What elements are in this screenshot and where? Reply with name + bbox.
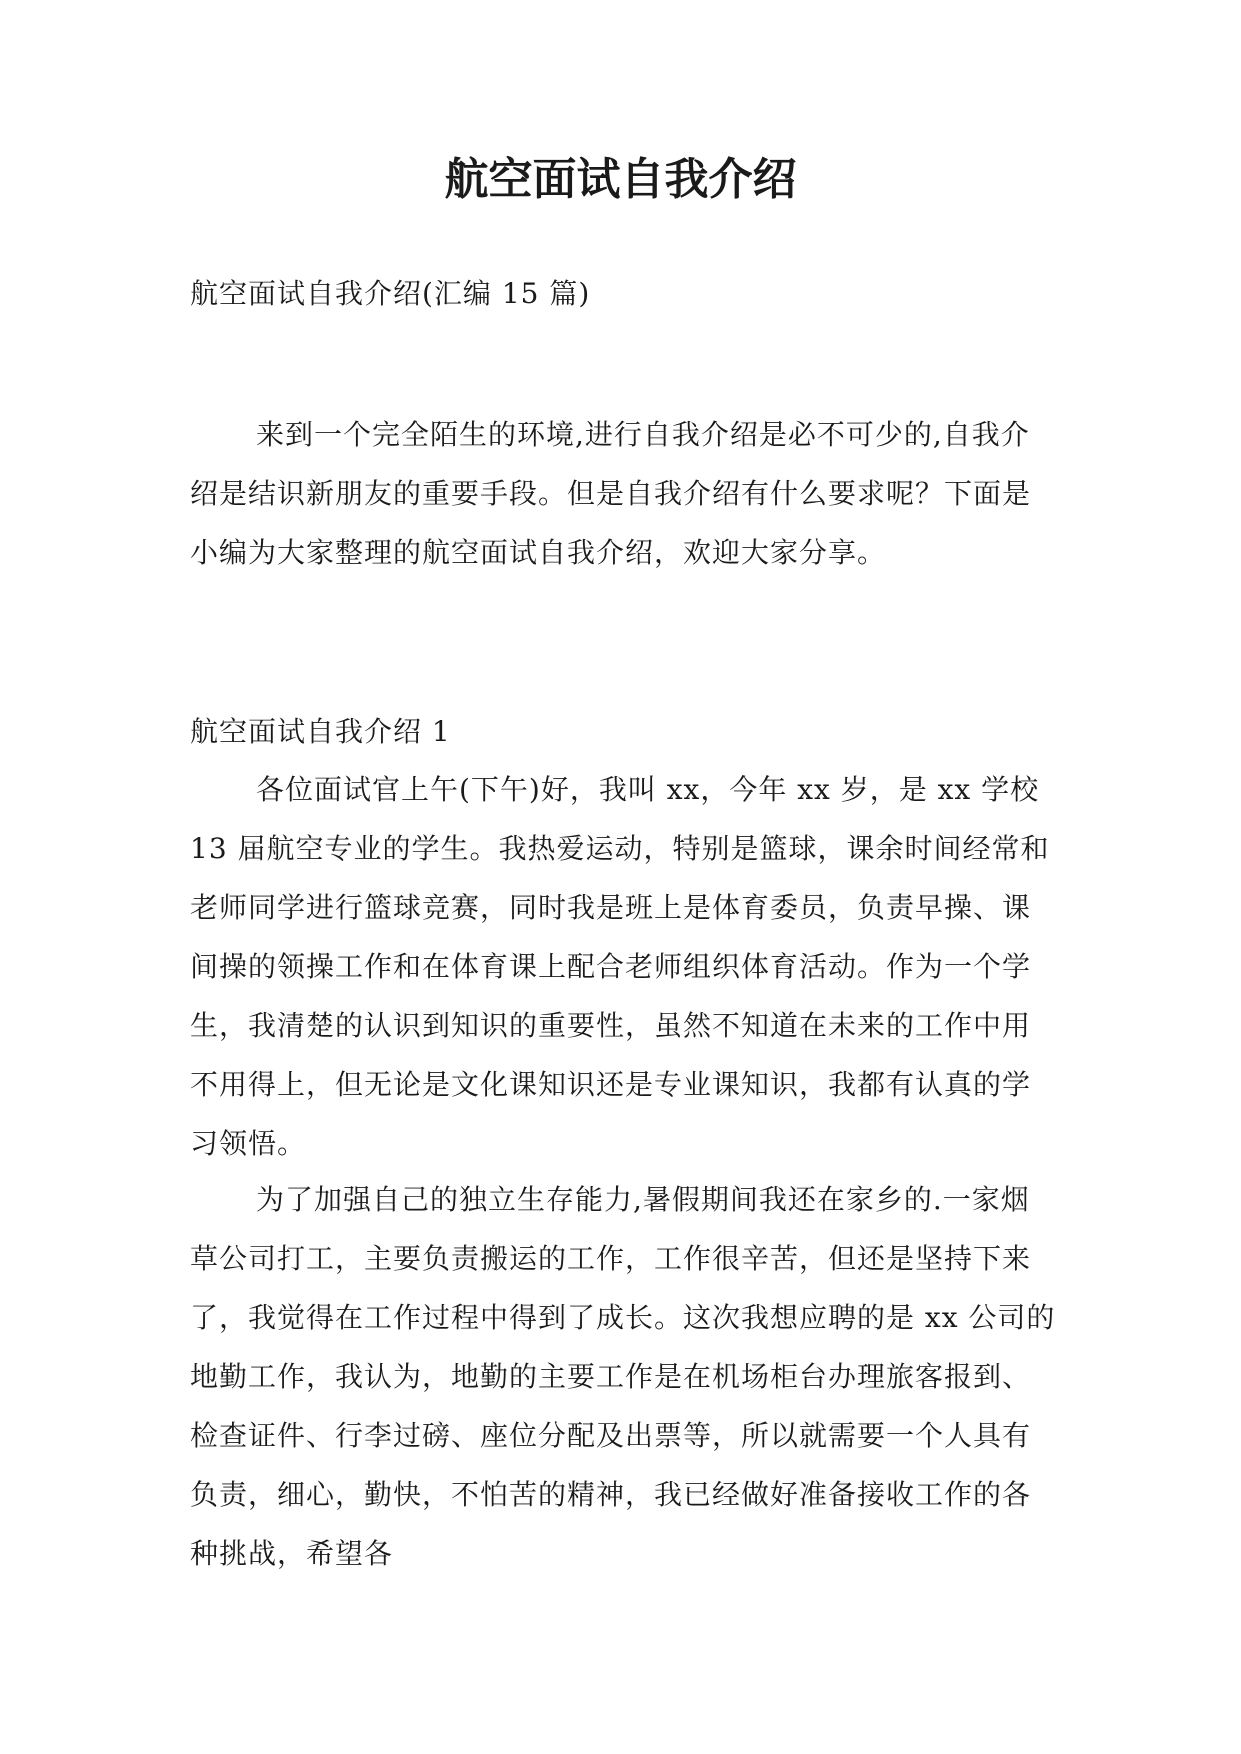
document-subtitle: 航空面试自我介绍(汇编 15 篇) bbox=[190, 277, 591, 310]
body-paragraph: 为了加强自己的独立生存能力,暑假期间我还在家乡的.一家烟草公司打工，主要负责搬运的工作，工作很辛苦，但还是坚持下来了，我觉得在工作过程中得到了成长。这次我想应聘的是 xx 公司的地勤工作，我认为，地勤的主要工作是在机场柜台办理旅客报到、检查证件、行李过磅、座位分配及出票等，所以就需要一个人具有负责，细心，勤快，不怕苦的精神，我已经做好准备接收工作的各种挑战，希望各 bbox=[190, 1183, 1056, 1570]
document-title: 航空面试自我介绍 bbox=[444, 154, 797, 205]
intro-paragraph: 来到一个完全陌生的环境,进行自我介绍是必不可少的,自我介绍是结识新朋友的重要手段。但是自我介绍有什么要求呢？下面是小编为大家整理的航空面试自我介绍，欢迎大家分享。 bbox=[190, 418, 1032, 569]
section-heading: 航空面试自我介绍 1 bbox=[190, 715, 451, 748]
body-paragraph: 各位面试官上午(下午)好，我叫 xx，今年 xx 岁，是 xx 学校 13 届航空专业的学生。我热爱运动，特别是篮球，课余时间经常和老师同学进行篮球竞赛，同时我是班上是体育委员，负责早操、课间操的领操工作和在体育课上配合老师组织体育活动。作为一个学生，我清楚的认识到知识的重要性，虽然不知道在未来的工作中用不用得上，但无论是文化课知识还是专业课知识，我都有认真的学习领悟。 bbox=[190, 773, 1050, 1160]
